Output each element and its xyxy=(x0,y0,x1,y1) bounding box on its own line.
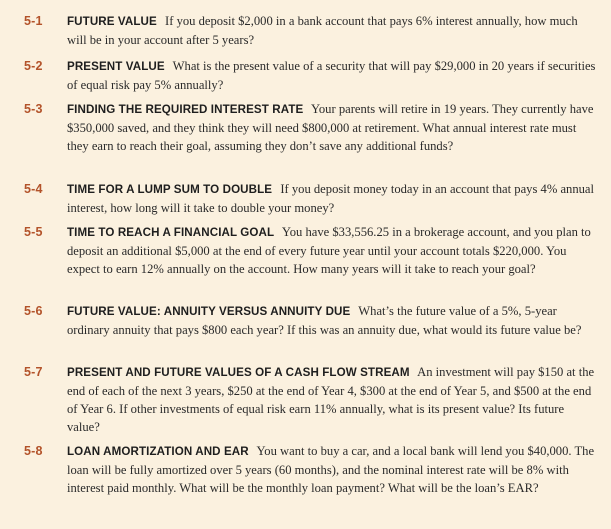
problem-number: 5-7 xyxy=(24,365,43,379)
problem-body xyxy=(67,180,598,217)
problem-body xyxy=(67,57,598,94)
problem-number: 5-8 xyxy=(24,444,43,458)
problem-text: You have $33,556.25 in a brokerage account, and you plan to deposit an additional $5,000 at the end of every future year until your account totals $220,000. You expect to earn 12% annually on the account. How many years will it take to reach your goal? xyxy=(67,225,591,276)
problem-number: 5-5 xyxy=(24,225,43,239)
problem-body xyxy=(67,302,598,339)
problem-title: FINDING THE REQUIRED INTEREST RATE xyxy=(67,103,304,116)
problem-title: LOAN AMORTIZATION AND EAR xyxy=(67,445,249,458)
problem-number: 5-4 xyxy=(24,182,43,196)
problem-body xyxy=(67,100,598,155)
problem-title: FUTURE VALUE: ANNUITY VERSUS ANNUITY DUE xyxy=(67,305,351,318)
problem-title: TIME FOR A LUMP SUM TO DOUBLE xyxy=(67,183,273,196)
problem-text: What’s the future value of a 5%, 5-year ordinary annuity that pays $800 each year? If this was an annuity due, what would its future value be? xyxy=(67,304,582,337)
problem-title: FUTURE VALUE xyxy=(67,15,157,28)
problem-number: 5-3 xyxy=(24,102,43,116)
problem-text: What is the present value of a security that will pay $29,000 in 20 years if securities of equal risk pay 5% annually? xyxy=(67,59,596,92)
problem-text: An investment will pay $150 at the end of each of the next 3 years, $250 at the end of Year 4, $300 at the end of Year 5, and $500 at the end of Year 6. If other investments of equal risk earn 11% annually, what is its present value? Its future value? xyxy=(67,365,595,434)
problem-body xyxy=(67,12,598,49)
problem-body xyxy=(67,363,598,436)
problem-number: 5-1 xyxy=(24,14,43,28)
problem-text: Your parents will retire in 19 years. They currently have $350,000 saved, and they think they will need $800,000 at retirement. What annual interest rate must they earn to reach their goal, assuming they don’t save any additional funds? xyxy=(67,102,594,153)
problem-text: You want to buy a car, and a local bank will lend you $40,000. The loan will be fully amortized over 5 years (60 months), and the nominal interest rate will be 8% with interest paid monthly. What will be the monthly loan payment? What will be the loan’s EAR? xyxy=(67,444,595,495)
problem-title: PRESENT VALUE xyxy=(67,60,165,73)
problem-title: PRESENT AND FUTURE VALUES OF A CASH FLOW STREAM xyxy=(67,366,410,379)
problem-body xyxy=(67,223,598,278)
problem-number: 5-2 xyxy=(24,59,43,73)
problem-text: If you deposit $2,000 in a bank account that pays 6% interest annually, how much will be in your account after 5 years? xyxy=(67,14,578,47)
problem-text: If you deposit money today in an account that pays 4% annual interest, how long will it take to double your money? xyxy=(67,182,595,215)
problem-number: 5-6 xyxy=(24,304,43,318)
problem-title: TIME TO REACH A FINANCIAL GOAL xyxy=(67,226,275,239)
problem-body xyxy=(67,442,598,497)
